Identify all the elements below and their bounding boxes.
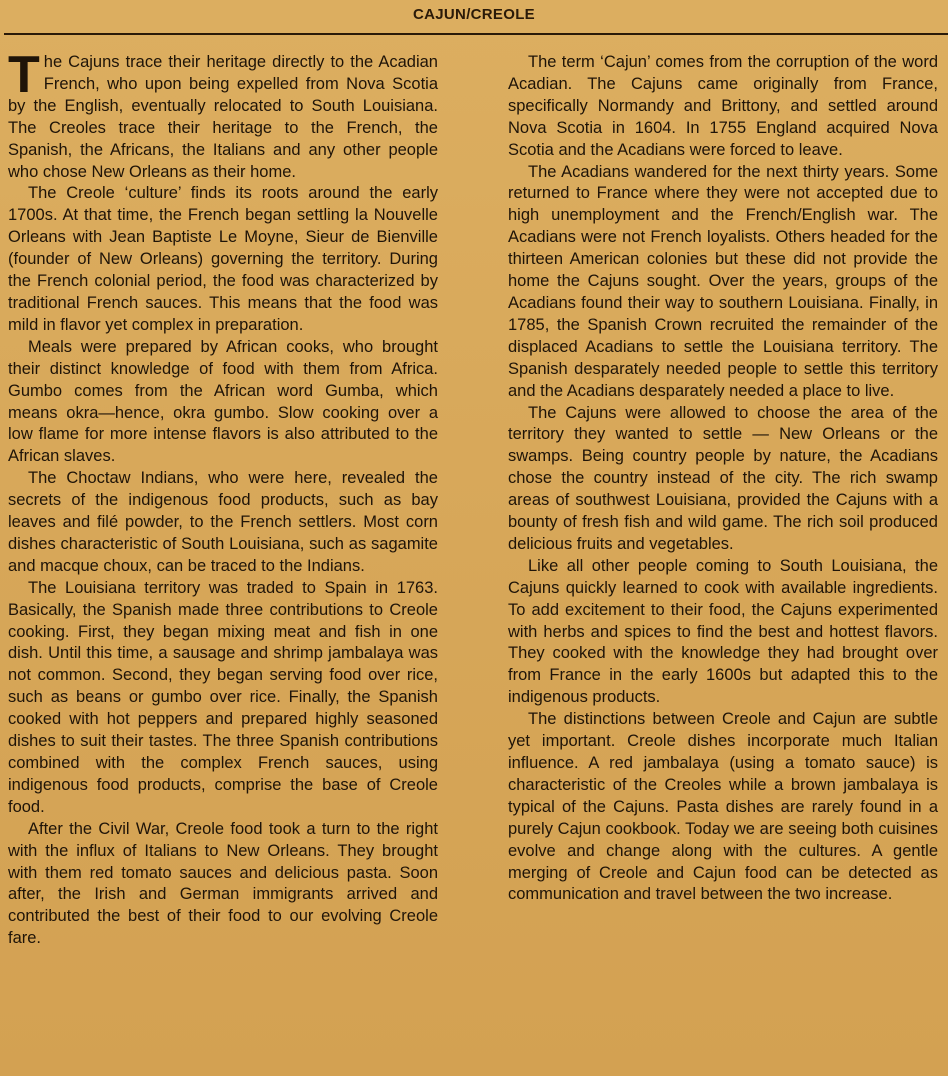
paragraph: The Acadians wandered for the next thirty years. Some returned to France where they were not accepted due to high unemployment and the French/English war. The Acadians were not French loyalists. Others headed for the thirteen American colonies but these did not provide the home the Cajuns sought. Over the years, groups of the Acadians found their way to southern Louisiana. Finally, in 1785, the Spanish Crown recruited the remainder of the displaced Acadians to settle the Louisiana territory. The Spanish desparately needed people to settle this territory and the Acadians desparately needed a place to live. bbox=[508, 162, 938, 400]
paragraph: After the Civil War, Creole food took a turn to the right with the influx of Italians to New Orleans. They brought with them red tomato sauces and delicious pasta. Soon after, the Irish and German immigrants arrived and contributed the best of their food to our evolving Creole fare. bbox=[8, 819, 438, 948]
paragraph: The distinctions between Creole and Cajun are subtle yet important. Creole dishes incorporate much Italian influence. A red jambalaya (using a tomato sauce) is characteristic of the Creoles while a brown jambalaya is typical of the Cajuns. Pasta dishes are rarely found in a purely Cajun cookbook. Today we are seeing both cuisines evolve and change along with the cultures. A gentle merging of Creole and Cajun food can be detected as communication and travel between the two increase. bbox=[508, 710, 938, 904]
right-column bbox=[508, 52, 938, 906]
drop-cap: T bbox=[8, 46, 40, 104]
left-column bbox=[8, 46, 438, 950]
paragraph: Like all other people coming to South Louisiana, the Cajuns quickly learned to cook with available ingredients. To add excitement to their food, the Cajuns experimented with herbs and spices to find the best and hottest flavors. They cooked with the knowledge they had brought over from France in the early 1600s but adapted this to the indigenous products. bbox=[508, 556, 938, 707]
paragraph: The term ‘Cajun’ comes from the corruption of the word Acadian. The Cajuns came originally from France, specifically Normandy and Brittony, and settled around Nova Scotia in 1604. In 1755 England acquired Nova Scotia and the Acadians were forced to leave. bbox=[508, 53, 938, 159]
header-rule bbox=[4, 33, 948, 35]
paragraph: The Louisiana territory was traded to Spain in 1763. Basically, the Spanish made three contributions to Creole cooking. First, they began mixing meat and fish in one dish. Until this time, a sausage and shrimp jambalaya was not common. Second, they began serving food over rice, such as beans or gumbo over rice. Finally, the Spanish cooked with hot peppers and prepared highly seasoned dishes to suit their tastes. The three Spanish contributions combined with the complex French sauces, using indigenous food products, comprise the base of Creole food. bbox=[8, 578, 438, 816]
paragraph: The Creole ‘culture’ finds its roots around the early 1700s. At that time, the French began settling la Nouvelle Orleans with Jean Baptiste Le Moyne, Sieur de Bienville (founder of New Orleans) governing the territory. During the French colonial period, the food was characterized by traditional French sauces. This means that the food was mild in flavor yet complex in preparation. bbox=[8, 184, 438, 334]
page-title: CAJUN/CREOLE bbox=[413, 6, 535, 23]
paragraph: The Choctaw Indians, who were here, revealed the secrets of the indigenous food products, such as bay leaves and filé powder, to the French settlers. Most corn dishes characteristic of South Louisiana, such as sagamite and macque choux, can be traced to the Indians. bbox=[8, 469, 438, 575]
paragraph: The Cajuns were allowed to choose the area of the territory they wanted to settle — New Orleans or the swamps. Being country people by nature, the Acadians chose the country instead of the city. The rich swamp areas of southwest Louisiana, provided the Cajuns with a bounty of fresh fish and wild game. The rich soil produced delicious fruits and vegetables. bbox=[508, 403, 938, 553]
paragraph: Meals were prepared by African cooks, who brought their distinct knowledge of food with them from Africa. Gumbo comes from the African word Gumba, which means okra—hence, okra gumbo. Slow cooking over a low flame for more intense flavors is also attributed to the African slaves. bbox=[8, 337, 438, 466]
paragraph bbox=[8, 46, 438, 183]
paragraph-text: he Cajuns trace their heritage directly to the Acadian French, who upon being expelled from Nova Scotia by the English, eventually relocated to South Louisiana. The Creoles trace their heritage to the French, the Spanish, the Africans, the Italians and any other people who chose New Orleans as their home. bbox=[8, 53, 438, 181]
